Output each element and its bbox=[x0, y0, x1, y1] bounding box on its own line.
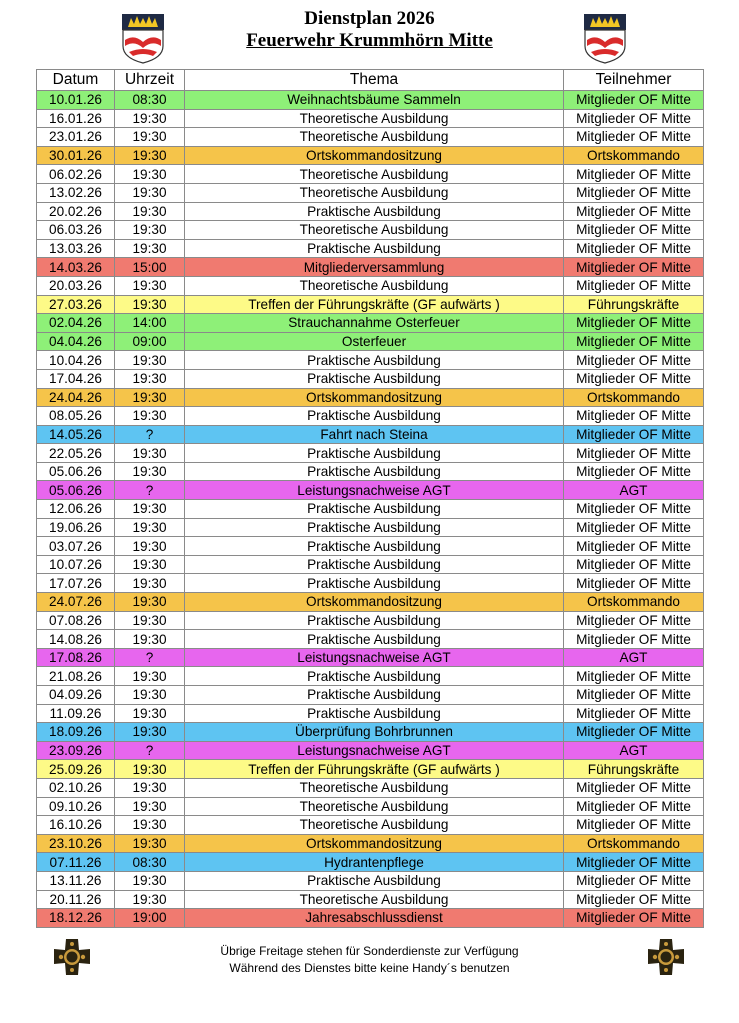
table-row bbox=[37, 332, 704, 351]
table-row bbox=[37, 667, 704, 686]
cell-date: 05.06.26 bbox=[37, 481, 115, 500]
cell-time: 19:30 bbox=[115, 276, 185, 295]
cell-date: 14.08.26 bbox=[37, 630, 115, 649]
cell-participants: Mitglieder OF Mitte bbox=[564, 128, 704, 147]
cell-time: 19:30 bbox=[115, 630, 185, 649]
cell-topic: Praktische Ausbildung bbox=[185, 407, 564, 426]
cell-time: 19:00 bbox=[115, 909, 185, 928]
cell-time: 09:00 bbox=[115, 332, 185, 351]
cell-topic: Theoretische Ausbildung bbox=[185, 183, 564, 202]
cell-participants: Mitglieder OF Mitte bbox=[564, 258, 704, 277]
cell-time: 14:00 bbox=[115, 314, 185, 333]
cell-participants: Mitglieder OF Mitte bbox=[564, 816, 704, 835]
cell-time: ? bbox=[115, 481, 185, 500]
table-row bbox=[37, 593, 704, 612]
cell-participants: Mitglieder OF Mitte bbox=[564, 574, 704, 593]
cell-participants: Führungskräfte bbox=[564, 295, 704, 314]
cell-participants: Mitglieder OF Mitte bbox=[564, 183, 704, 202]
table-row bbox=[37, 648, 704, 667]
table-row bbox=[37, 704, 704, 723]
cell-topic: Treffen der Führungskräfte (GF aufwärts ) bbox=[185, 295, 564, 314]
column-header-topic: Thema bbox=[185, 70, 564, 91]
cell-time: 19:30 bbox=[115, 295, 185, 314]
municipal-crest-icon bbox=[581, 12, 629, 64]
cell-topic: Praktische Ausbildung bbox=[185, 630, 564, 649]
cell-topic: Praktische Ausbildung bbox=[185, 537, 564, 556]
cell-topic: Jahresabschlussdienst bbox=[185, 909, 564, 928]
cell-date: 14.03.26 bbox=[37, 258, 115, 277]
cell-date: 14.05.26 bbox=[37, 425, 115, 444]
page-title: Dienstplan 2026 bbox=[304, 8, 435, 29]
cell-time: 19:30 bbox=[115, 146, 185, 165]
cell-participants: Mitglieder OF Mitte bbox=[564, 202, 704, 221]
table-row bbox=[37, 276, 704, 295]
column-header-date: Datum bbox=[37, 70, 115, 91]
table-row bbox=[37, 314, 704, 333]
cell-topic: Praktische Ausbildung bbox=[185, 667, 564, 686]
cell-participants: Mitglieder OF Mitte bbox=[564, 853, 704, 872]
cell-participants: Mitglieder OF Mitte bbox=[564, 314, 704, 333]
cell-participants: Mitglieder OF Mitte bbox=[564, 890, 704, 909]
table-row bbox=[37, 500, 704, 519]
cell-topic: Theoretische Ausbildung bbox=[185, 128, 564, 147]
cell-participants: Mitglieder OF Mitte bbox=[564, 778, 704, 797]
municipal-crest-icon bbox=[119, 12, 167, 64]
cell-date: 11.09.26 bbox=[37, 704, 115, 723]
table-row bbox=[37, 91, 704, 110]
cell-time: 19:30 bbox=[115, 369, 185, 388]
cell-topic: Leistungsnachweise AGT bbox=[185, 741, 564, 760]
cell-time: 19:30 bbox=[115, 778, 185, 797]
cell-time: 19:30 bbox=[115, 890, 185, 909]
cell-topic: Praktische Ausbildung bbox=[185, 444, 564, 463]
cell-participants: Mitglieder OF Mitte bbox=[564, 871, 704, 890]
cell-time: 19:30 bbox=[115, 202, 185, 221]
cell-time: 19:30 bbox=[115, 593, 185, 612]
table-row bbox=[37, 797, 704, 816]
cell-time: 19:30 bbox=[115, 537, 185, 556]
cell-time: 19:30 bbox=[115, 686, 185, 705]
table-row bbox=[37, 630, 704, 649]
cell-time: 19:30 bbox=[115, 388, 185, 407]
cell-topic: Treffen der Führungskräfte (GF aufwärts ) bbox=[185, 760, 564, 779]
cell-date: 06.02.26 bbox=[37, 165, 115, 184]
cell-date: 24.04.26 bbox=[37, 388, 115, 407]
cell-participants: Mitglieder OF Mitte bbox=[564, 555, 704, 574]
table-row bbox=[37, 407, 704, 426]
cell-date: 10.04.26 bbox=[37, 351, 115, 370]
cell-date: 09.10.26 bbox=[37, 797, 115, 816]
cell-participants: Mitglieder OF Mitte bbox=[564, 500, 704, 519]
cell-topic: Praktische Ausbildung bbox=[185, 500, 564, 519]
cell-participants: Mitglieder OF Mitte bbox=[564, 537, 704, 556]
table-row bbox=[37, 146, 704, 165]
cell-participants: Ortskommando bbox=[564, 146, 704, 165]
table-row bbox=[37, 258, 704, 277]
cell-time: 19:30 bbox=[115, 760, 185, 779]
cell-topic: Praktische Ausbildung bbox=[185, 462, 564, 481]
cell-topic: Hydrantenpflege bbox=[185, 853, 564, 872]
cell-topic: Praktische Ausbildung bbox=[185, 871, 564, 890]
cell-participants: Mitglieder OF Mitte bbox=[564, 239, 704, 258]
table-row bbox=[37, 202, 704, 221]
cell-participants: Mitglieder OF Mitte bbox=[564, 667, 704, 686]
table-row bbox=[37, 555, 704, 574]
cell-time: 19:30 bbox=[115, 462, 185, 481]
cell-date: 02.04.26 bbox=[37, 314, 115, 333]
cell-topic: Strauchannahme Osterfeuer bbox=[185, 314, 564, 333]
cell-date: 27.03.26 bbox=[37, 295, 115, 314]
cell-time: ? bbox=[115, 425, 185, 444]
cell-date: 04.09.26 bbox=[37, 686, 115, 705]
table-row bbox=[37, 425, 704, 444]
cell-time: 19:30 bbox=[115, 407, 185, 426]
cell-topic: Theoretische Ausbildung bbox=[185, 276, 564, 295]
table-row bbox=[37, 890, 704, 909]
cell-date: 18.09.26 bbox=[37, 723, 115, 742]
table-row bbox=[37, 444, 704, 463]
cell-participants: Mitglieder OF Mitte bbox=[564, 369, 704, 388]
cell-date: 19.06.26 bbox=[37, 518, 115, 537]
cell-participants: Mitglieder OF Mitte bbox=[564, 630, 704, 649]
page-header bbox=[0, 0, 739, 68]
table-row bbox=[37, 816, 704, 835]
cell-date: 23.10.26 bbox=[37, 834, 115, 853]
cell-date: 08.05.26 bbox=[37, 407, 115, 426]
cell-participants: AGT bbox=[564, 481, 704, 500]
cell-participants: Mitglieder OF Mitte bbox=[564, 797, 704, 816]
page-footer bbox=[0, 938, 739, 988]
footer-notes bbox=[130, 943, 609, 977]
cell-participants: Mitglieder OF Mitte bbox=[564, 444, 704, 463]
cell-date: 17.08.26 bbox=[37, 648, 115, 667]
cell-time: 08:30 bbox=[115, 853, 185, 872]
cell-time: 19:30 bbox=[115, 165, 185, 184]
cell-topic: Theoretische Ausbildung bbox=[185, 816, 564, 835]
cell-participants: Führungskräfte bbox=[564, 760, 704, 779]
cell-participants: Mitglieder OF Mitte bbox=[564, 518, 704, 537]
cell-date: 24.07.26 bbox=[37, 593, 115, 612]
cell-time: 19:30 bbox=[115, 239, 185, 258]
cell-time: 15:00 bbox=[115, 258, 185, 277]
cell-date: 13.02.26 bbox=[37, 183, 115, 202]
table-row bbox=[37, 128, 704, 147]
cell-participants: Mitglieder OF Mitte bbox=[564, 276, 704, 295]
cell-time: 19:30 bbox=[115, 221, 185, 240]
fire-department-badge-icon bbox=[642, 938, 690, 976]
cell-time: 19:30 bbox=[115, 834, 185, 853]
table-row bbox=[37, 388, 704, 407]
cell-date: 21.08.26 bbox=[37, 667, 115, 686]
table-row bbox=[37, 239, 704, 258]
cell-time: 19:30 bbox=[115, 518, 185, 537]
table-row bbox=[37, 369, 704, 388]
cell-date: 17.04.26 bbox=[37, 369, 115, 388]
cell-topic: Ortskommandositzung bbox=[185, 146, 564, 165]
table-header-row bbox=[37, 70, 704, 91]
cell-date: 13.11.26 bbox=[37, 871, 115, 890]
footer-note-line-2: Während des Dienstes bitte keine Handy´s benutzen bbox=[229, 961, 510, 975]
cell-time: 19:30 bbox=[115, 128, 185, 147]
cell-participants: Mitglieder OF Mitte bbox=[564, 425, 704, 444]
cell-topic: Ortskommandositzung bbox=[185, 834, 564, 853]
cell-date: 04.04.26 bbox=[37, 332, 115, 351]
cell-topic: Ortskommandositzung bbox=[185, 388, 564, 407]
cell-topic: Praktische Ausbildung bbox=[185, 518, 564, 537]
cell-date: 05.06.26 bbox=[37, 462, 115, 481]
cell-time: 19:30 bbox=[115, 723, 185, 742]
cell-topic: Weihnachtsbäume Sammeln bbox=[185, 91, 564, 110]
cell-topic: Praktische Ausbildung bbox=[185, 239, 564, 258]
table-row bbox=[37, 909, 704, 928]
cell-participants: Mitglieder OF Mitte bbox=[564, 407, 704, 426]
cell-time: 19:30 bbox=[115, 109, 185, 128]
cell-time: 19:30 bbox=[115, 555, 185, 574]
cell-participants: Mitglieder OF Mitte bbox=[564, 611, 704, 630]
cell-topic: Theoretische Ausbildung bbox=[185, 890, 564, 909]
cell-participants: Mitglieder OF Mitte bbox=[564, 909, 704, 928]
cell-topic: Theoretische Ausbildung bbox=[185, 221, 564, 240]
column-header-time: Uhrzeit bbox=[115, 70, 185, 91]
table-row bbox=[37, 574, 704, 593]
cell-time: 19:30 bbox=[115, 797, 185, 816]
cell-time: 19:30 bbox=[115, 351, 185, 370]
table-row bbox=[37, 853, 704, 872]
page-subtitle: Feuerwehr Krummhörn Mitte bbox=[246, 30, 493, 51]
cell-date: 20.02.26 bbox=[37, 202, 115, 221]
schedule-table bbox=[36, 69, 704, 928]
column-header-participants: Teilnehmer bbox=[564, 70, 704, 91]
cell-date: 20.03.26 bbox=[37, 276, 115, 295]
cell-topic: Fahrt nach Steina bbox=[185, 425, 564, 444]
cell-participants: Ortskommando bbox=[564, 593, 704, 612]
table-row bbox=[37, 871, 704, 890]
cell-topic: Praktische Ausbildung bbox=[185, 686, 564, 705]
table-row bbox=[37, 760, 704, 779]
cell-time: 19:30 bbox=[115, 183, 185, 202]
cell-topic: Theoretische Ausbildung bbox=[185, 778, 564, 797]
cell-participants: Mitglieder OF Mitte bbox=[564, 686, 704, 705]
cell-time: 19:30 bbox=[115, 500, 185, 519]
cell-topic: Theoretische Ausbildung bbox=[185, 109, 564, 128]
table-row bbox=[37, 741, 704, 760]
cell-participants: Mitglieder OF Mitte bbox=[564, 704, 704, 723]
footer-note-line-1: Übrige Freitage stehen für Sonderdienste zur Verfügung bbox=[220, 944, 519, 958]
cell-topic: Praktische Ausbildung bbox=[185, 351, 564, 370]
table-row bbox=[37, 165, 704, 184]
cell-time: 19:30 bbox=[115, 704, 185, 723]
cell-time: 19:30 bbox=[115, 816, 185, 835]
table-body bbox=[37, 91, 704, 928]
table-row bbox=[37, 462, 704, 481]
cell-date: 03.07.26 bbox=[37, 537, 115, 556]
cell-topic: Praktische Ausbildung bbox=[185, 611, 564, 630]
cell-topic: Leistungsnachweise AGT bbox=[185, 481, 564, 500]
cell-participants: Ortskommando bbox=[564, 834, 704, 853]
cell-time: 08:30 bbox=[115, 91, 185, 110]
cell-time: 19:30 bbox=[115, 667, 185, 686]
cell-topic: Osterfeuer bbox=[185, 332, 564, 351]
cell-topic: Praktische Ausbildung bbox=[185, 574, 564, 593]
table-row bbox=[37, 537, 704, 556]
cell-time: 19:30 bbox=[115, 871, 185, 890]
cell-date: 16.10.26 bbox=[37, 816, 115, 835]
cell-date: 12.06.26 bbox=[37, 500, 115, 519]
cell-date: 20.11.26 bbox=[37, 890, 115, 909]
cell-time: 19:30 bbox=[115, 611, 185, 630]
cell-time: ? bbox=[115, 741, 185, 760]
cell-participants: AGT bbox=[564, 648, 704, 667]
cell-topic: Praktische Ausbildung bbox=[185, 704, 564, 723]
cell-participants: Mitglieder OF Mitte bbox=[564, 462, 704, 481]
cell-participants: Mitglieder OF Mitte bbox=[564, 165, 704, 184]
table-row bbox=[37, 778, 704, 797]
cell-topic: Leistungsnachweise AGT bbox=[185, 648, 564, 667]
cell-participants: Mitglieder OF Mitte bbox=[564, 221, 704, 240]
cell-date: 25.09.26 bbox=[37, 760, 115, 779]
cell-date: 02.10.26 bbox=[37, 778, 115, 797]
cell-participants: AGT bbox=[564, 741, 704, 760]
cell-date: 07.11.26 bbox=[37, 853, 115, 872]
cell-participants: Ortskommando bbox=[564, 388, 704, 407]
cell-date: 13.03.26 bbox=[37, 239, 115, 258]
table-row bbox=[37, 295, 704, 314]
table-row bbox=[37, 723, 704, 742]
cell-topic: Praktische Ausbildung bbox=[185, 202, 564, 221]
cell-date: 10.07.26 bbox=[37, 555, 115, 574]
title-block bbox=[180, 8, 559, 52]
cell-date: 16.01.26 bbox=[37, 109, 115, 128]
table-row bbox=[37, 611, 704, 630]
table-row bbox=[37, 834, 704, 853]
table-row bbox=[37, 221, 704, 240]
table-row bbox=[37, 351, 704, 370]
cell-participants: Mitglieder OF Mitte bbox=[564, 91, 704, 110]
cell-topic: Theoretische Ausbildung bbox=[185, 797, 564, 816]
cell-time: 19:30 bbox=[115, 574, 185, 593]
table-row bbox=[37, 109, 704, 128]
cell-topic: Mitgliederversammlung bbox=[185, 258, 564, 277]
cell-date: 07.08.26 bbox=[37, 611, 115, 630]
cell-topic: Theoretische Ausbildung bbox=[185, 165, 564, 184]
cell-date: 06.03.26 bbox=[37, 221, 115, 240]
table-row bbox=[37, 481, 704, 500]
cell-date: 10.01.26 bbox=[37, 91, 115, 110]
cell-participants: Mitglieder OF Mitte bbox=[564, 351, 704, 370]
cell-topic: Praktische Ausbildung bbox=[185, 555, 564, 574]
cell-date: 22.05.26 bbox=[37, 444, 115, 463]
cell-participants: Mitglieder OF Mitte bbox=[564, 723, 704, 742]
cell-topic: Praktische Ausbildung bbox=[185, 369, 564, 388]
cell-date: 23.01.26 bbox=[37, 128, 115, 147]
cell-date: 23.09.26 bbox=[37, 741, 115, 760]
cell-topic: Ortskommandositzung bbox=[185, 593, 564, 612]
cell-topic: Überprüfung Bohrbrunnen bbox=[185, 723, 564, 742]
table-row bbox=[37, 686, 704, 705]
cell-date: 17.07.26 bbox=[37, 574, 115, 593]
cell-date: 30.01.26 bbox=[37, 146, 115, 165]
cell-date: 18.12.26 bbox=[37, 909, 115, 928]
fire-department-badge-icon bbox=[48, 938, 96, 976]
cell-participants: Mitglieder OF Mitte bbox=[564, 332, 704, 351]
cell-time: ? bbox=[115, 648, 185, 667]
cell-time: 19:30 bbox=[115, 444, 185, 463]
cell-participants: Mitglieder OF Mitte bbox=[564, 109, 704, 128]
table-row bbox=[37, 518, 704, 537]
table-row bbox=[37, 183, 704, 202]
